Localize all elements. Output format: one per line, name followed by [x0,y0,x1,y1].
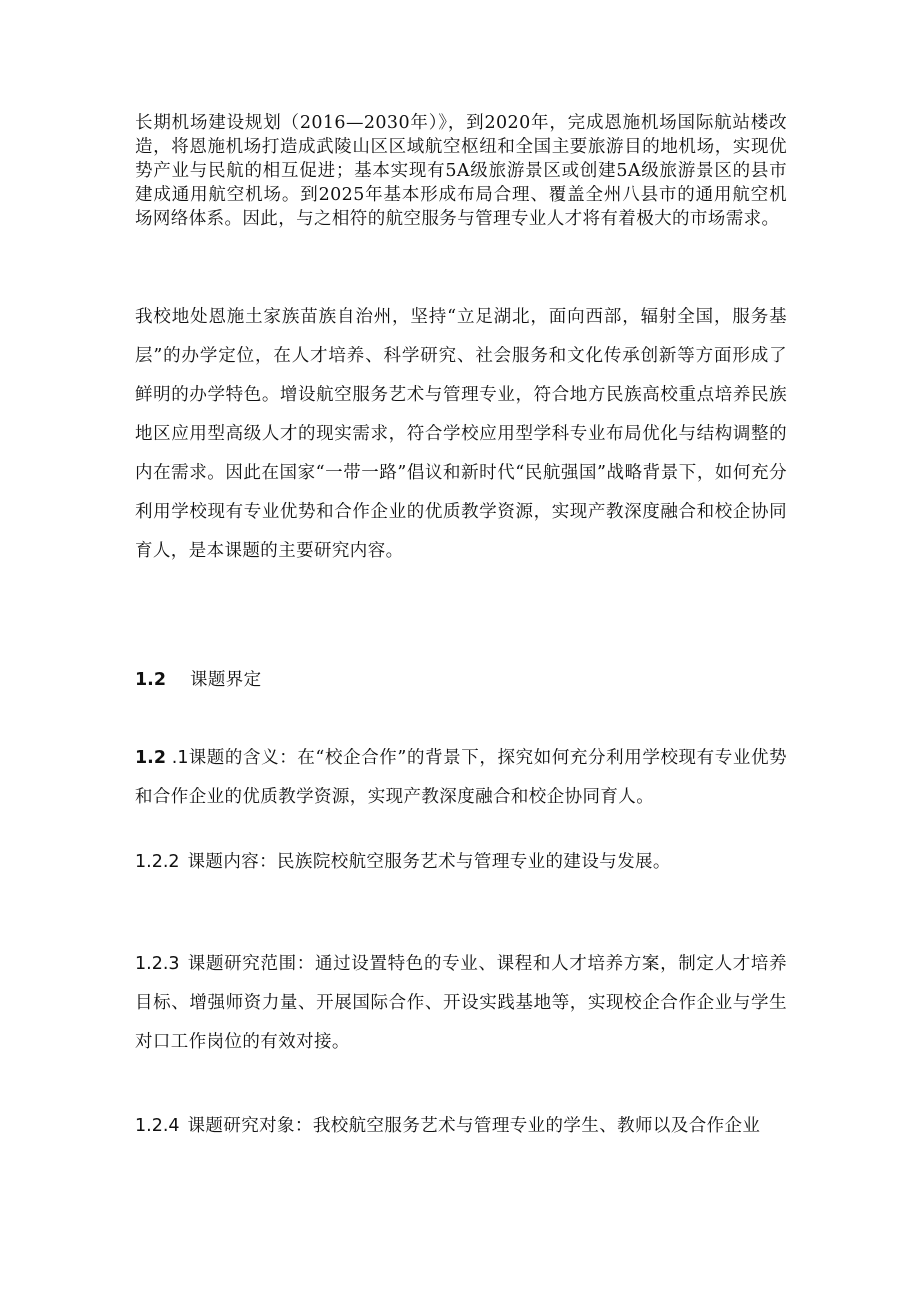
item-1-2-2 [135,843,787,882]
item-number-bold: 1.2 [135,748,167,768]
item-text: 课题内容：民族院校航空服务艺术与管理专业的建设与发展。 [187,852,671,872]
item-1-2-3 [135,945,787,1062]
paragraph-school-positioning: 我校地处恩施土家族苗族自治州，坚持“立足湖北，面向西部，辐射全国，服务基层”的办学定位，在人才培养、科学研究、社会服务和文化传承创新等方面形成了鲜明的办学特色。增设航空服务艺术与管理专业，符合地方民族高校重点培养民族地区应用型高级人才的现实需求，符合学校应用型学科专业布局优化与结构调整的内在需求。因此在国家“一带一路”倡议和新时代“民航强国”战略背景下，如何充分利用学校现有专业优势和合作企业的优质教学资源，实现产教深度融合和校企协同育人，是本课题的主要研究内容。 [135,307,787,561]
item-number: 1.2.4 [135,1116,180,1136]
item-number: 1.2.2 [135,852,180,872]
paragraph-airport-plan: 长期机场建设规划（2016—2030年）》，到2020年，完成恩施机场国际航站楼改造，将恩施机场打造成武陵山区区域航空枢纽和全国主要旅游目的地机场，实现优势产业与民航的相互促进；基本实现有5A级旅游景区或创建5A级旅游景区的县市建成通用航空机场。到2025年基本形成布局合理、覆盖全州八县市的通用航空机场网络体系。因此，与之相符的航空服务与管理专业人才将有着极大的市场需求。 [135,113,787,229]
item-text: 课题研究范围：通过设置特色的专业、课程和人才培养方案，制定人才培养目标、增强师资力量、开展国际合作、开设实践基地等，实现校企合作企业与学生对口工作岗位的有效对接。 [135,954,787,1052]
section-heading-1-2 [135,668,262,692]
section-number: 1.2 [135,670,167,690]
item-text: 课题研究对象：我校航空服务艺术与管理专业的学生、教师以及合作企业 [187,1116,761,1136]
item-number-rest: .1 [166,748,189,768]
item-1-2-1 [135,739,787,817]
item-text: 课题的含义：在“校企合作”的背景下，探究如何充分利用学校现有专业优势和合作企业的优质教学资源，实现产教深度融合和校企协同育人。 [135,748,787,807]
item-1-2-4 [135,1107,787,1146]
item-number: 1.2.3 [135,954,180,974]
section-title: 课题界定 [189,670,262,690]
